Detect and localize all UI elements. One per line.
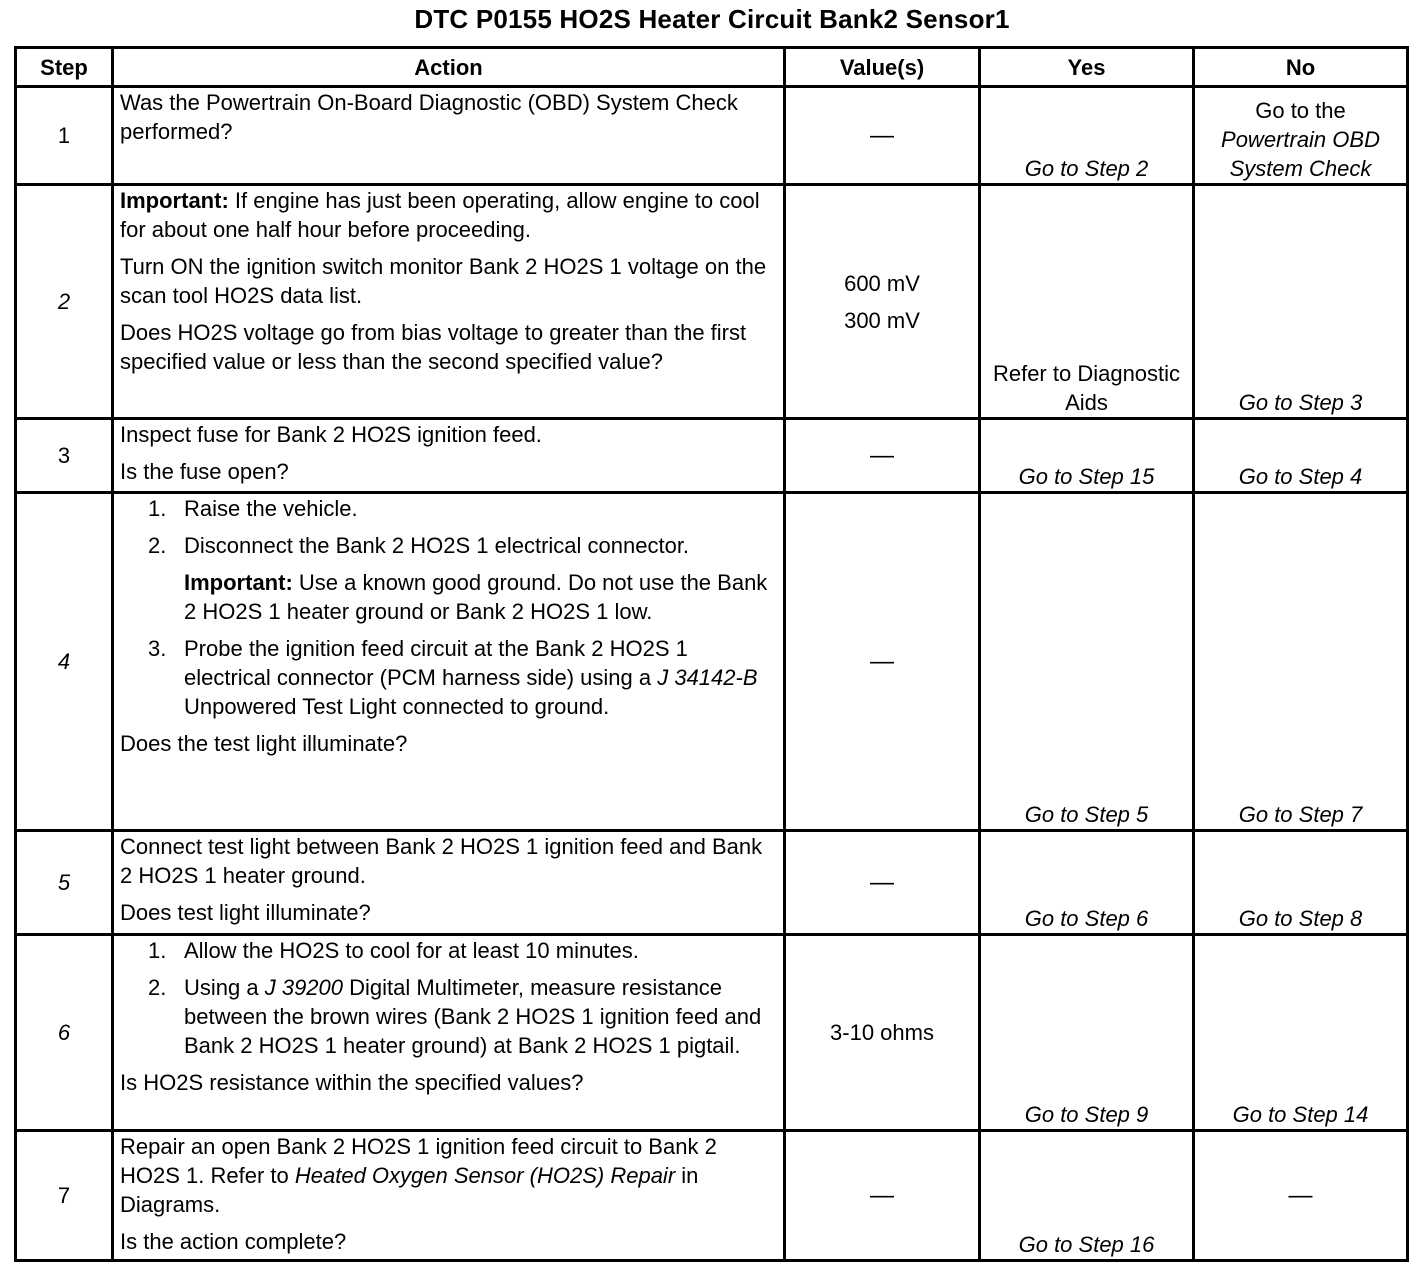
list-text: Disconnect the Bank 2 HO2S 1 electrical connector. [184,533,690,558]
action-cell [113,185,785,419]
table-row [16,1131,1408,1261]
table-row [16,493,1408,831]
list-number: 3. [148,636,167,661]
no-text: Go to Step 4 [1238,464,1363,489]
no-text: Go to Step 14 [1232,1102,1369,1127]
value-cell [785,831,980,935]
value-text: 3-10 ohms [830,1020,934,1045]
important-label: Important: [184,570,293,595]
yes-text: Go to Step 2 [1024,156,1149,181]
value-text: 300 mV [844,307,920,333]
no-text: Go to Step 7 [1238,802,1363,827]
action-cell [113,493,785,831]
list-number: 2. [148,533,167,558]
table-row [16,185,1408,419]
no-cell [1194,831,1408,935]
header-no: No [1194,48,1408,87]
action-question: Is HO2S resistance within the specified values? [120,1070,584,1095]
step-number: 5 [16,831,113,935]
yes-cell [980,831,1194,935]
yes-text: Go to Step 15 [1018,464,1155,489]
table-row [16,935,1408,1131]
procedure-list [120,936,777,1060]
value-cell [785,419,980,493]
yes-cell [980,419,1194,493]
no-cell [1194,935,1408,1131]
yes-cell [980,1131,1194,1261]
list-text: Unpowered Test Light connected to ground. [184,694,610,719]
important-text: If engine has just been operating, allow engine to cool for about one half hour before proceeding. [120,188,760,242]
action-cell [113,935,785,1131]
list-item [120,973,777,1060]
important-label: Important: [120,188,229,213]
list-text: Raise the vehicle. [184,496,358,521]
no-cell [1194,87,1408,185]
list-text: Using a [184,975,265,1000]
step-number: 3 [16,419,113,493]
list-item [120,494,777,523]
value-cell [785,87,980,185]
action-text: Connect test light between Bank 2 HO2S 1 ignition feed and Bank 2 HO2S 1 heater ground. [120,834,763,888]
yes-text: Go to Step 5 [1024,802,1149,827]
step-number: 7 [16,1131,113,1261]
action-question: Does HO2S voltage go from bias voltage to greater than the first specified value or less than the second specified value? [120,320,747,374]
table-row [16,87,1408,185]
action-cell [113,419,785,493]
no-text: Go to the [1255,98,1346,123]
yes-text: Go to Step 9 [1024,1102,1149,1127]
yes-cell [980,185,1194,419]
list-number: 1. [148,496,167,521]
yes-text: Refer to Diagnostic Aids [992,361,1181,415]
action-cell [113,87,785,185]
table-row [16,419,1408,493]
action-text-part: in Diagrams. [120,1163,699,1217]
page-title: DTC P0155 HO2S Heater Circuit Bank2 Sensor1 [414,4,1010,34]
list-text: Digital Multimeter, measure resistance between the brown wires (Bank 2 HO2S 1 ignition feed and Bank 2 HO2S 1 heater ground) at Bank 2 HO2S 1 pigtail. [184,975,762,1058]
important-note [120,186,777,244]
action-text: Was the Powertrain On-Board Diagnostic (OBD) System Check performed? [120,90,738,144]
header-values: Value(s) [785,48,980,87]
no-text: Go to Step 3 [1238,390,1363,415]
tool-reference: J 34142-B [657,665,758,690]
yes-text: Go to Step 16 [1018,1232,1155,1257]
action-text: Turn ON the ignition switch monitor Bank 2 HO2S 1 voltage on the scan tool HO2S data list. [120,254,767,308]
list-item [120,936,777,965]
list-number: 1. [148,938,167,963]
header-yes: Yes [980,48,1194,87]
step-number: 4 [16,493,113,831]
yes-cell [980,493,1194,831]
list-text: Allow the HO2S to cool for at least 10 minutes. [184,938,639,963]
value-text: — [870,648,894,675]
important-note [120,568,777,626]
no-text: — [1288,1182,1313,1209]
action-question: Is the fuse open? [120,459,289,484]
value-text: 600 mV [844,270,920,296]
value-text: — [870,122,894,149]
yes-cell [980,87,1194,185]
yes-text: Go to Step 6 [1024,906,1149,931]
header-step: Step [16,48,113,87]
value-text: — [870,442,894,469]
no-text: Go to Step 8 [1238,906,1363,931]
action-cell [113,831,785,935]
list-number: 2. [148,975,167,1000]
value-cell [785,935,980,1131]
list-item [120,531,777,560]
diagnostic-table [14,46,1409,1262]
action-cell [113,1131,785,1261]
no-cell [1194,493,1408,831]
yes-cell [980,935,1194,1131]
action-question: Does the test light illuminate? [120,731,408,756]
list-text: Probe the ignition feed circuit at the Bank 2 HO2S 1 electrical connector (PCM harness side) using a [184,636,688,690]
action-question: Does test light illuminate? [120,900,371,925]
value-cell [785,1131,980,1261]
no-reference: Powertrain OBD System Check [1221,127,1380,181]
no-cell [1194,419,1408,493]
no-cell [1194,1131,1408,1261]
header-action: Action [113,48,785,87]
action-question: Is the action complete? [120,1229,347,1254]
value-text: — [870,1182,894,1209]
reference-title: Heated Oxygen Sensor (HO2S) Repair [294,1163,676,1188]
table-row [16,831,1408,935]
procedure-list [120,494,777,560]
list-item [120,634,777,721]
step-number: 2 [16,185,113,419]
action-text [120,1132,777,1219]
important-text: Use a known good ground. Do not use the Bank 2 HO2S 1 heater ground or Bank 2 HO2S 1 low. [184,570,768,624]
value-cell [785,493,980,831]
procedure-list [120,634,777,721]
action-text: Inspect fuse for Bank 2 HO2S ignition feed. [120,422,542,447]
value-cell [785,185,980,419]
action-text-part: Repair an open Bank 2 HO2S 1 ignition feed circuit to Bank 2 HO2S 1. Refer to [120,1134,717,1188]
no-cell [1194,185,1408,419]
table-header-row [16,48,1408,87]
step-number: 6 [16,935,113,1131]
step-number: 1 [16,87,113,185]
tool-reference: J 39200 [264,975,344,1000]
value-text: — [870,869,894,896]
